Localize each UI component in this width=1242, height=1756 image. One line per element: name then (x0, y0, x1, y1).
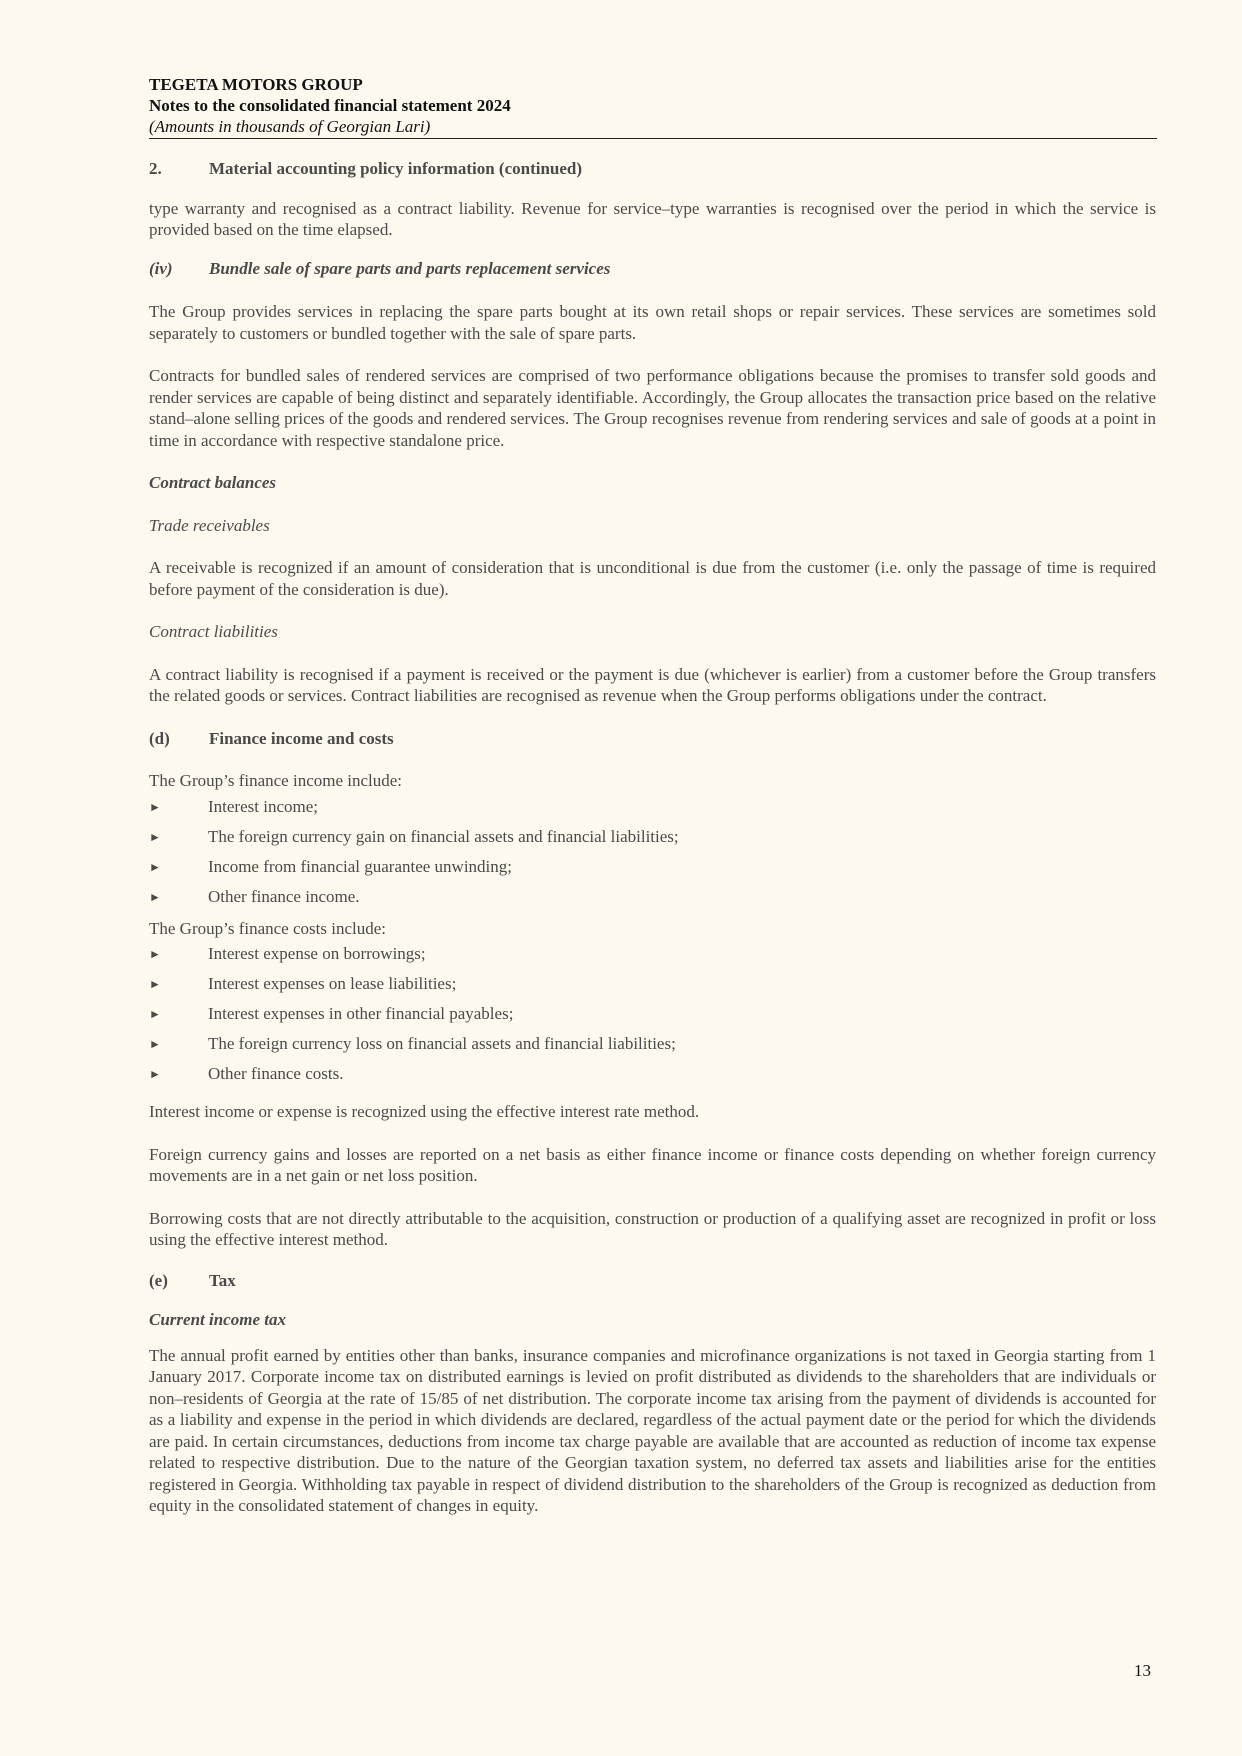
section-number: (d) (149, 728, 170, 748)
bullet-icon: ► (149, 977, 161, 991)
paragraph-borrowing: Borrowing costs that are not directly attributable to the acquisition, construction or production of a qualifying asset are recognized in profit or loss using the effective interest method. (149, 1208, 1156, 1249)
list-item: ► Income from financial guarantee unwinding; (149, 852, 1156, 882)
bullet-icon: ► (149, 859, 161, 874)
list-item: ► The foreign currency loss on financial assets and financial liabilities; (149, 1029, 1156, 1059)
finance-income-intro: The Group’s finance income include: (149, 771, 403, 790)
document-subtitle: Notes to the consolidated financial statement 2024 (149, 96, 511, 115)
list-item: ► Interest expenses in other financial payables; (149, 999, 1156, 1029)
section-heading-d (149, 728, 1156, 750)
bullet-icon: ► (149, 889, 161, 904)
paragraph-receivable: A receivable is recognized if an amount of consideration that is unconditional is due from the customer (i.e. only the passage of time is required before payment of the consideration is due). (149, 558, 1156, 599)
list-item: ► Interest income; (149, 792, 1156, 822)
finance-costs-list (149, 939, 1156, 1089)
page-header (149, 74, 1156, 137)
section-title: Material accounting policy information (continued) (209, 159, 583, 178)
bullet-icon: ► (149, 1037, 161, 1051)
bullet-icon: ► (149, 799, 161, 814)
bullet-icon: ► (149, 829, 161, 844)
heading-current-income-tax: Current income tax (149, 1310, 286, 1329)
paragraph-bundle-1: The Group provides services in replacing the spare parts bought at its own retail shops or repair services. These services are sometimes sold separately to customers or bundled together with the sale of spare parts. (149, 302, 1156, 343)
paragraph-bundle-2: Contracts for bundled sales of rendered services are comprised of two performance obligations because the promises to transfer sold goods and render services are capable of being distinct and separately identifiable. Accordingly, the Group allocates the transaction price based on the relative stand–alone selling prices of the goods and rendered services. The Group recognises revenue from rendering services and sale of goods at a point in time in accordance with respective standalone price. (149, 366, 1156, 450)
section-title: Finance income and costs (209, 728, 394, 748)
section-number: (e) (149, 1270, 168, 1290)
bullet-icon: ► (149, 1007, 161, 1021)
heading-contract-liabilities: Contract liabilities (149, 622, 278, 641)
bullet-icon: ► (149, 947, 161, 961)
section-heading-e (149, 1270, 1156, 1292)
units-note: (Amounts in thousands of Georgian Lari) (149, 117, 431, 136)
company-name: TEGETA MOTORS GROUP (149, 75, 363, 94)
heading-contract-balances: Contract balances (149, 473, 277, 492)
paragraph-fx: Foreign currency gains and losses are reported on a net basis as either finance income or finance costs depending on whether foreign currency movements are in a net gain or net loss position. (149, 1144, 1156, 1185)
list-item: ► Interest expense on borrowings; (149, 939, 1156, 969)
paragraph-tax: The annual profit earned by entities other than banks, insurance companies and microfinance organizations is not taxed in Georgia starting from 1 January 2017. Corporate income tax on distributed earnings is levied on profit distributed as dividends to the shareholders that are individuals or non–residents of Georgia at the rate of 15/85 of net distribution. The corporate income tax arising from the payment of dividends is accounted for as a liability and expense in the period in which dividends are declared, regardless of the actual payment date or the period for which the dividends are paid. In certain circumstances, deductions from income tax charge payable are available that are accounted as reduction of income tax expense related to respective distribution. Due to the nature of the Georgian taxation system, no deferred tax assets and liabilities arise for the entities registered in Georgia. Withholding tax payable in respect of dividend distribution to the shareholders of the Group is recognized as deduction from equity in the consolidated statement of changes in equity. (149, 1345, 1156, 1515)
section-heading (149, 158, 1156, 180)
paragraph-warranty: type warranty and recognised as a contract liability. Revenue for service–type warranties is recognised over the period in which the service is provided based on the time elapsed. (149, 198, 1156, 239)
subsection-title: Bundle sale of spare parts and parts replacement services (209, 258, 611, 278)
finance-income-list (149, 792, 1156, 912)
bullet-icon: ► (149, 1067, 161, 1081)
list-item: ► The foreign currency gain on financial assets and financial liabilities; (149, 822, 1156, 852)
list-item: ► Other finance income. (149, 882, 1156, 912)
document-page (149, 74, 1156, 1517)
section-number: 2. (149, 159, 162, 178)
paragraph-liability: A contract liability is recognised if a payment is received or the payment is due (whichever is earlier) from a customer before the Group transfers the related goods or services. Contract liabilities are recognised as revenue when the Group performs obligations under the contract. (149, 664, 1156, 705)
header-rule (149, 138, 1157, 139)
finance-costs-intro: The Group’s finance costs include: (149, 918, 386, 938)
list-item: ► Other finance costs. (149, 1059, 1156, 1089)
subsection-heading (149, 258, 1156, 280)
section-title: Tax (209, 1270, 236, 1290)
paragraph-interest: Interest income or expense is recognized using the effective interest rate method. (149, 1102, 700, 1121)
page-number: 13 (1134, 1661, 1151, 1680)
subsection-number: (iv) (149, 258, 173, 278)
list-item: ► Interest expenses on lease liabilities; (149, 969, 1156, 999)
heading-trade-receivables: Trade receivables (149, 515, 270, 535)
